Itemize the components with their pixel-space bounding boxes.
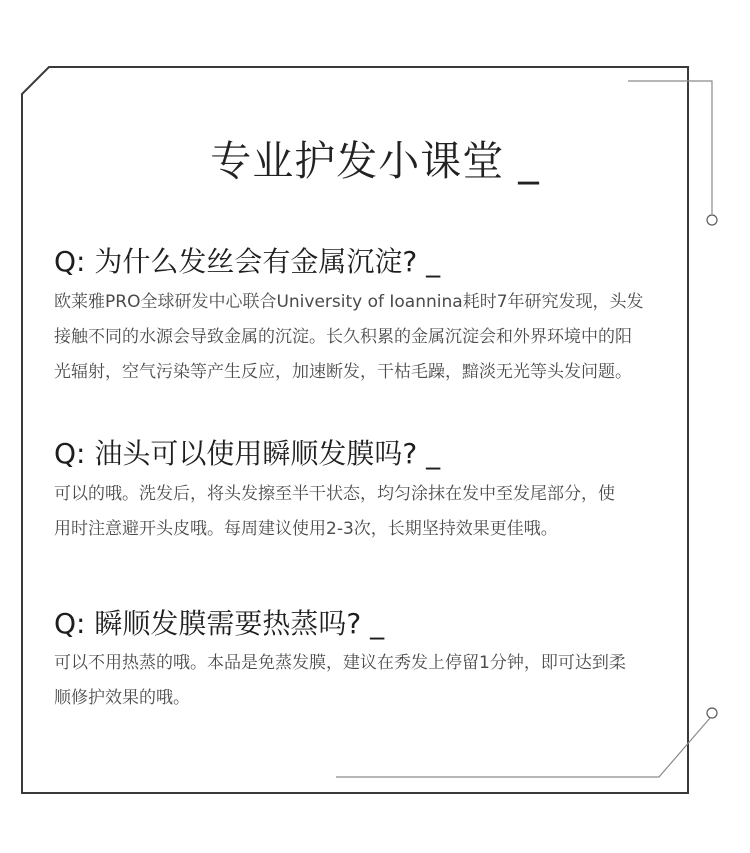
answer-3-line-1: 可以不用热蒸的哦。本品是免蒸发膜，建议在秀发上停留1分钟，即可达到柔 xyxy=(54,653,626,673)
question-3: Q: 瞬顺发膜需要热蒸吗? _ xyxy=(54,607,385,640)
answer-1-line-2: 接触不同的水源会导致金属的沉淀。长久积累的金属沉淀会和外界环境中的阳 xyxy=(54,327,632,347)
answer-2-line-1: 可以的哦。洗发后，将头发擦至半干状态，均匀涂抹在发中至发尾部分，使 xyxy=(54,484,615,504)
question-2: Q: 油头可以使用瞬顺发膜吗? _ xyxy=(54,437,441,470)
accent-circle-top xyxy=(707,215,717,225)
answer-3-line-2: 顺修护效果的哦。 xyxy=(54,688,190,708)
answer-2-line-2: 用时注意避开头皮哦。每周建议使用2-3次，长期坚持效果更佳哦。 xyxy=(54,519,558,539)
answer-1-line-3: 光辐射，空气污染等产生反应，加速断发，干枯毛躁，黯淡无光等头发问题。 xyxy=(54,362,632,382)
question-1: Q: 为什么发丝会有金属沉淀? _ xyxy=(54,245,441,278)
frame-accent-bottom-right xyxy=(336,718,710,777)
page-title: 专业护发小课堂 _ xyxy=(210,137,540,185)
accent-circle-bottom xyxy=(707,708,717,718)
answer-1 xyxy=(54,285,704,390)
answer-1-line-1: 欧莱雅PRO全球研发中心联合University of Ioannina耗时7年研究发现，头发 xyxy=(54,292,644,312)
answer-3 xyxy=(54,646,704,716)
answer-2 xyxy=(54,477,704,547)
